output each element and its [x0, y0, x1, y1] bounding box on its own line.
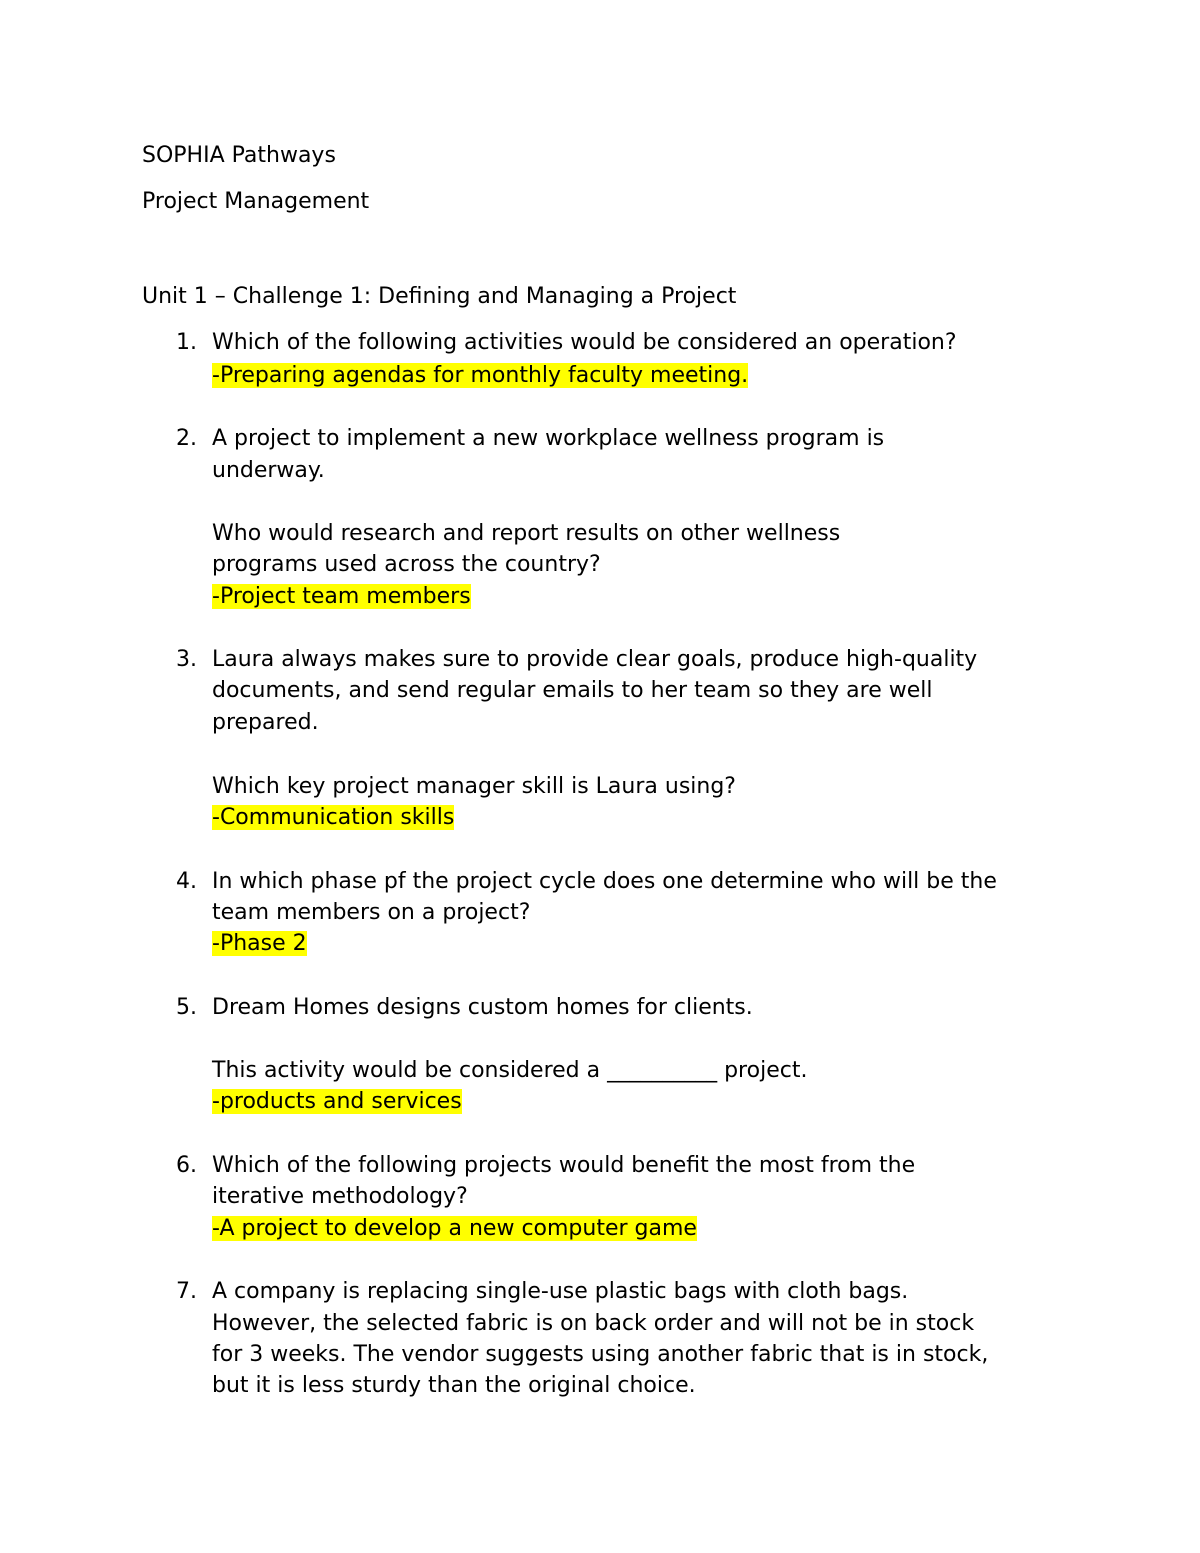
question-text: A company is replacing single-use plastic bags with cloth bags.	[212, 1279, 909, 1304]
question-text: Dream Homes designs custom homes for clients.	[212, 995, 753, 1020]
org-name: SOPHIA Pathways	[142, 143, 336, 168]
answer-highlight: -Phase 2	[212, 931, 307, 956]
question-number: 5.	[176, 995, 197, 1020]
question-number: 6.	[176, 1153, 197, 1178]
course-title: Project Management	[142, 189, 370, 214]
question-text: Which key project manager skill is Laura using?	[212, 774, 736, 799]
question-number: 3.	[176, 647, 197, 672]
question-text: However, the selected fabric is on back order and will not be in stock	[212, 1311, 975, 1336]
question-number: 4.	[176, 869, 197, 894]
question-number: 7.	[176, 1279, 197, 1304]
answer-highlight: -Preparing agendas for monthly faculty meeting.	[212, 363, 749, 388]
answer-highlight: -products and services	[212, 1089, 462, 1114]
question-text: for 3 weeks. The vendor suggests using another fabric that is in stock,	[212, 1342, 989, 1367]
question-number: 1.	[176, 330, 197, 355]
question-number: 2.	[176, 426, 197, 451]
question-text: In which phase pf the project cycle does one determine who will be the	[212, 869, 997, 894]
answer-highlight: -Project team members	[212, 584, 471, 609]
answer-highlight: -A project to develop a new computer game	[212, 1216, 697, 1241]
question-text: underway.	[212, 458, 325, 483]
question-text: team members on a project?	[212, 900, 531, 925]
question-text: programs used across the country?	[212, 552, 601, 577]
question-text: Who would research and report results on other wellness	[212, 521, 841, 546]
question-text: Laura always makes sure to provide clear goals, produce high-quality	[212, 647, 978, 672]
unit-title: Unit 1 – Challenge 1: Defining and Managing a Project	[142, 284, 737, 309]
question-text: iterative methodology?	[212, 1184, 468, 1209]
question-text: Which of the following activities would be considered an operation?	[212, 330, 957, 355]
question-text: Which of the following projects would benefit the most from the	[212, 1153, 916, 1178]
question-text: A project to implement a new workplace wellness program is	[212, 426, 885, 451]
answer-highlight: -Communication skills	[212, 805, 455, 830]
question-text: but it is less sturdy than the original choice.	[212, 1373, 696, 1398]
question-text: prepared.	[212, 710, 319, 735]
question-text: This activity would be considered a __________ project.	[212, 1058, 808, 1083]
question-text: documents, and send regular emails to her team so they are well	[212, 678, 933, 703]
